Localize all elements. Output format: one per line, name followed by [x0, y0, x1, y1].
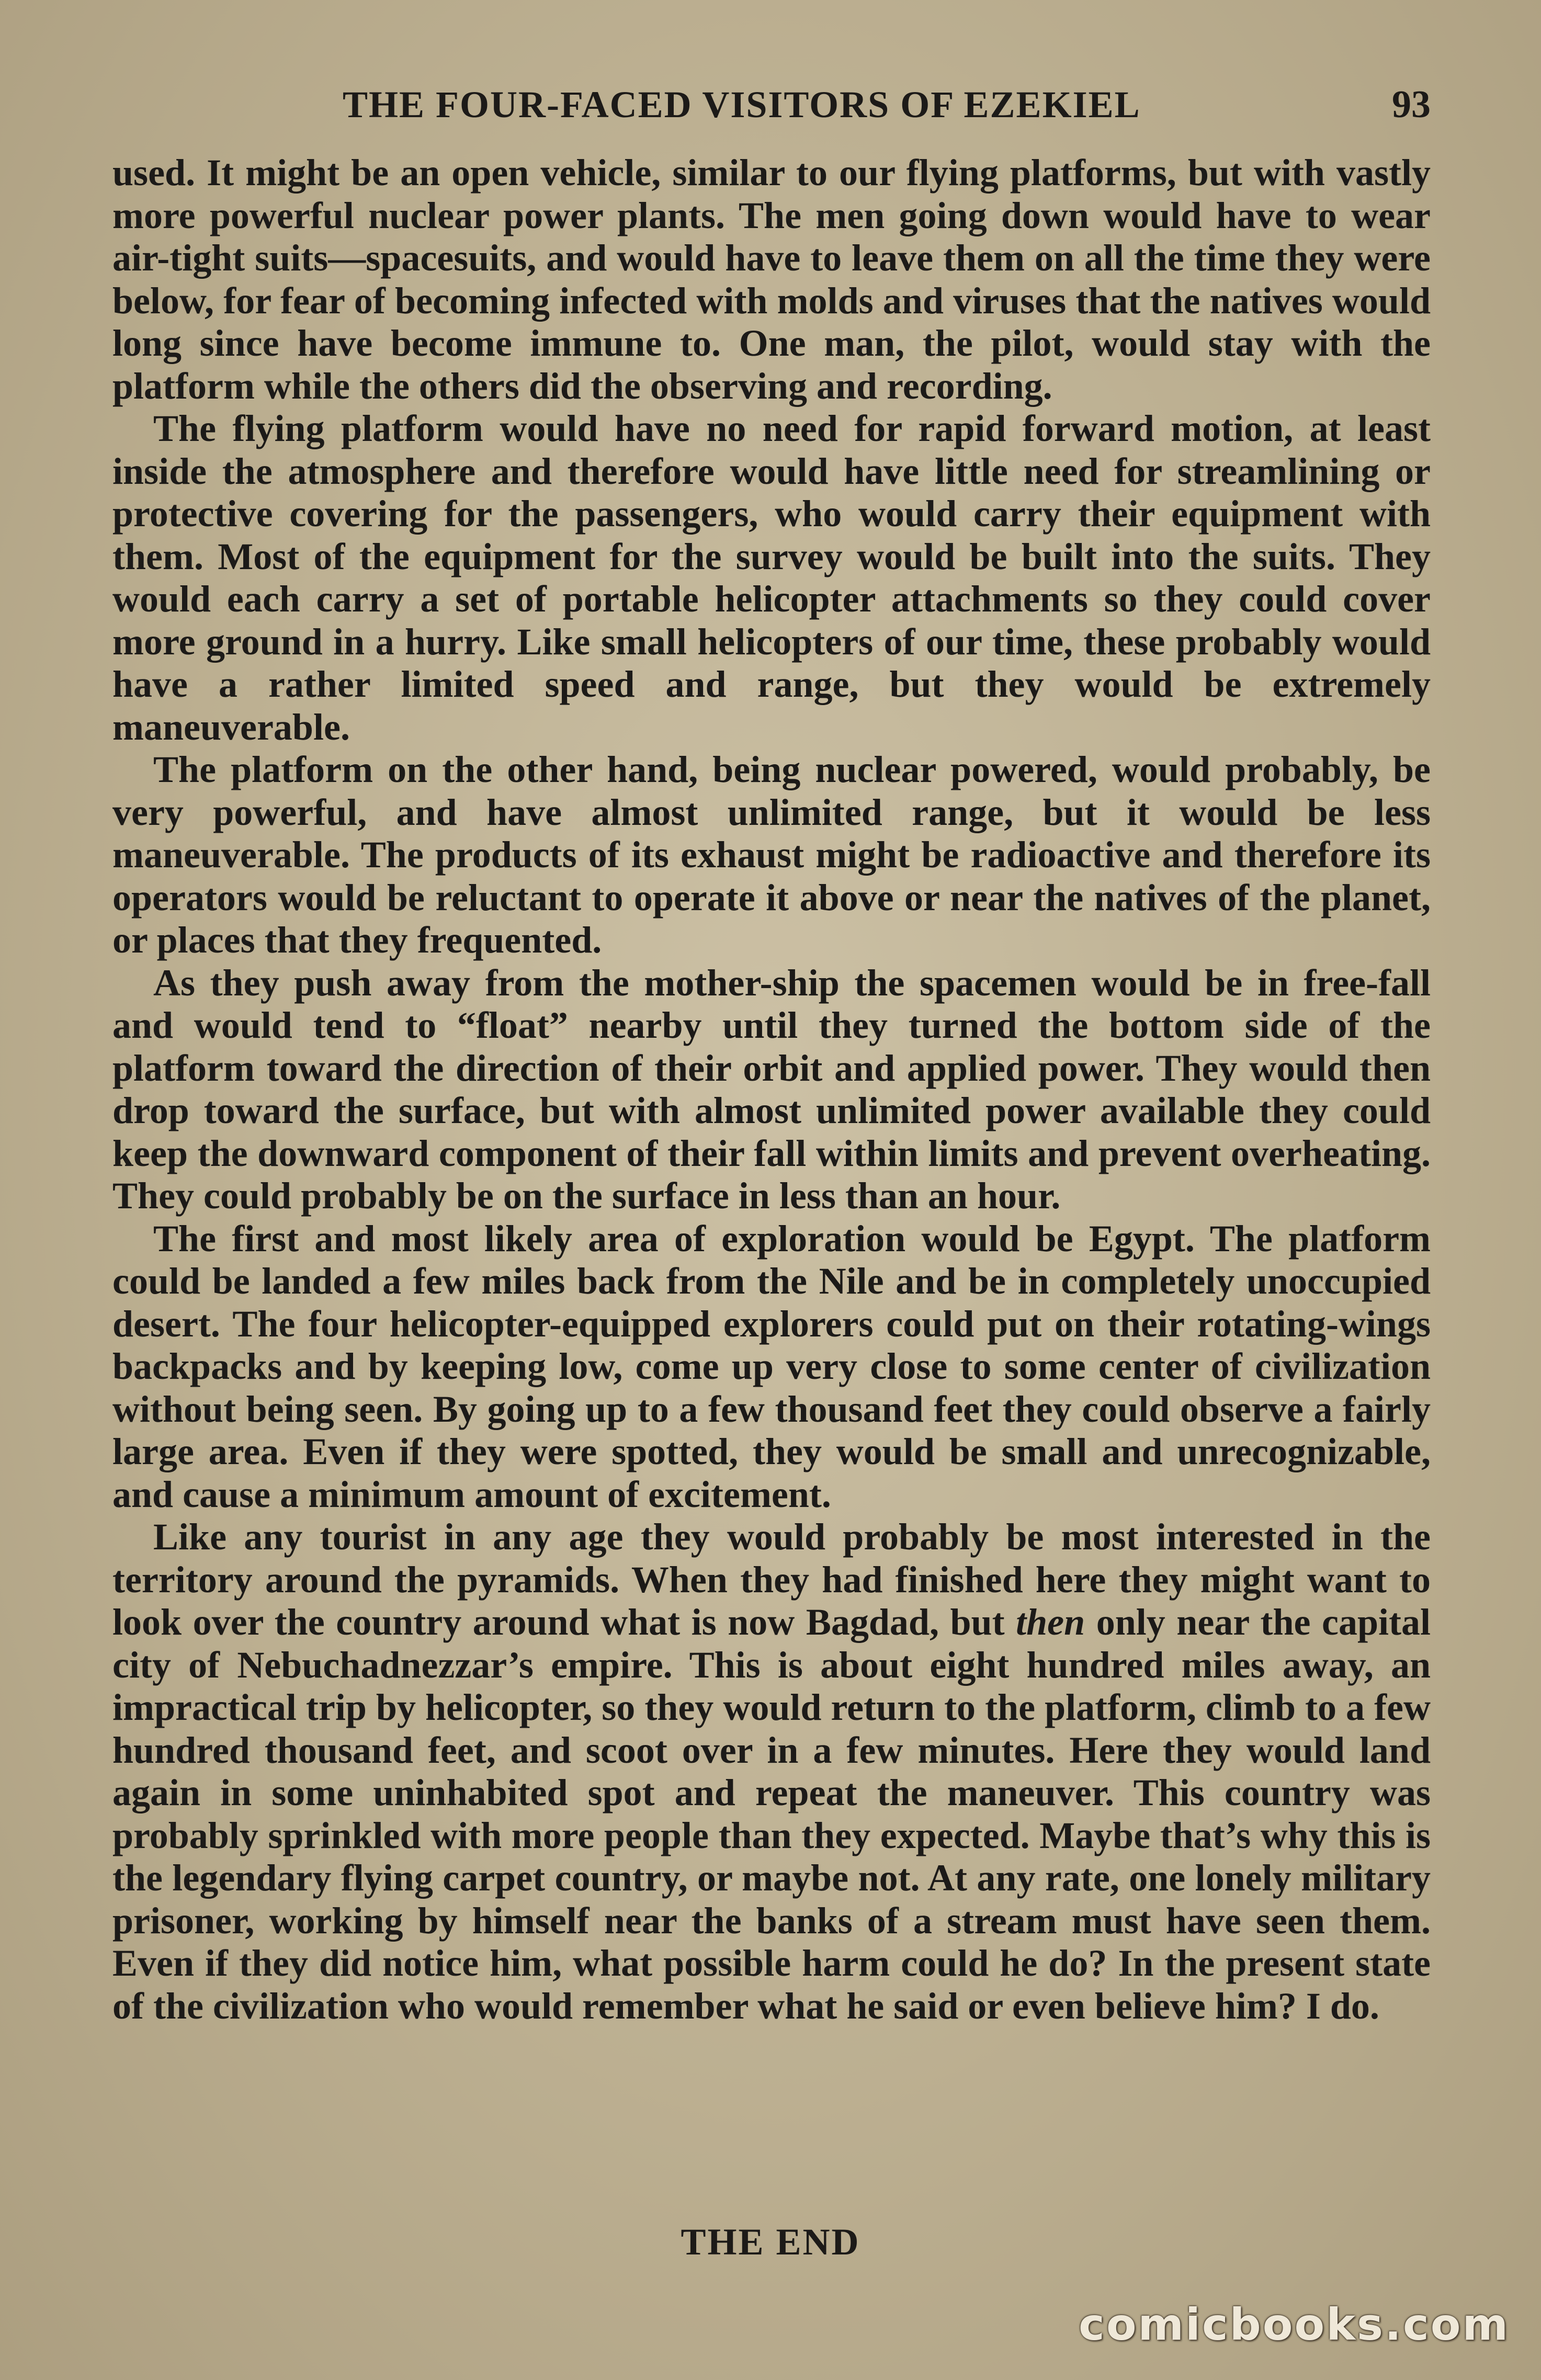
- page-number: 93: [1392, 83, 1431, 126]
- paragraph: The platform on the other hand, being nuclear powered, would probably, be very powerful, and have almost unlimited range, but it would be less maneuverable. The products of its exhaust might be radioactive and therefore its operators would be reluctant to operate it above or near the natives of the planet, or places that they frequented.: [112, 749, 1431, 961]
- body-text: [112, 152, 1431, 2027]
- italic-word: then: [1016, 1601, 1085, 1643]
- paragraph-last: [112, 1516, 1431, 2027]
- paragraph: As they push away from the mother-ship the spacemen would be in free-fall and would tend to “float” nearby until they turned the bottom side of the platform toward the direction of their orbit and applied power. They would then drop toward the surface, but with almost unlimited power available they could keep the downward component of their fall within limits and prevent overheating. They could probably be on the surface in less than an hour.: [112, 961, 1431, 1217]
- the-end-label: THE END: [681, 2221, 860, 2263]
- running-header: [112, 78, 1431, 131]
- paragraph-text: Like any tourist in any age they would probably be most interested in the territory around the pyramids. When they had finished here they might want to look over the country around what is now Bagdad, but: [112, 1516, 1431, 1643]
- paragraph: The first and most likely area of exploration would be Egypt. The platform could be landed a few miles back from the Nile and be in completely unoccupied desert. The four helicopter-equipped explorers could put on their rotating-wings backpacks and by keeping low, come up very close to some center of civilization without being seen. By going up to a few thousand feet they could observe a fairly large area. Even if they were spotted, they would be small and unrecognizable, and cause a minimum amount of excitement.: [112, 1217, 1431, 1515]
- paragraph-text: only near the capital city of Nebuchadnezzar’s empire. This is about eight hundred miles away, an impractical trip by helicopter, so they would return to the platform, climb to a few hundred thousand feet, and scoot over in a few minutes. Here they would land again in some uninhabited spot and repeat the maneuver. This country was probably sprinkled with more people than they expected. Maybe that’s why this is the legendary flying carpet country, or maybe not. At any rate, one lonely military prisoner, working by himself near the banks of a stream must have seen them. Even if they did notice him, what possible harm could he do? In the present state of the civilization who would remember what he said or even believe him? I do.: [112, 1601, 1431, 2027]
- chapter-title: THE FOUR-FACED VISITORS OF EZEKIEL: [343, 84, 1141, 126]
- paragraph: The flying platform would have no need for rapid forward motion, at least inside the atmosphere and therefore would have little need for streamlining or protective covering for the passengers, who would carry their equipment with them. Most of the equipment for the survey would be built into the suits. They would each carry a set of portable helicopter attachments so they could cover more ground in a hurry. Like small helicopters of our time, these probably would have a rather limited speed and range, but they would be extremely maneuverable.: [112, 407, 1431, 748]
- paragraph: used. It might be an open vehicle, similar to our flying platforms, but with vastly more powerful nuclear power plants. The men going down would have to wear air-tight suits—spacesuits, and would have to leave them on all the time they were below, for fear of becoming infected with molds and viruses that the natives would long since have become immune to. One man, the pilot, would stay with the platform while the others did the observing and recording.: [112, 152, 1431, 407]
- watermark: comicbooks.com: [1079, 2299, 1510, 2350]
